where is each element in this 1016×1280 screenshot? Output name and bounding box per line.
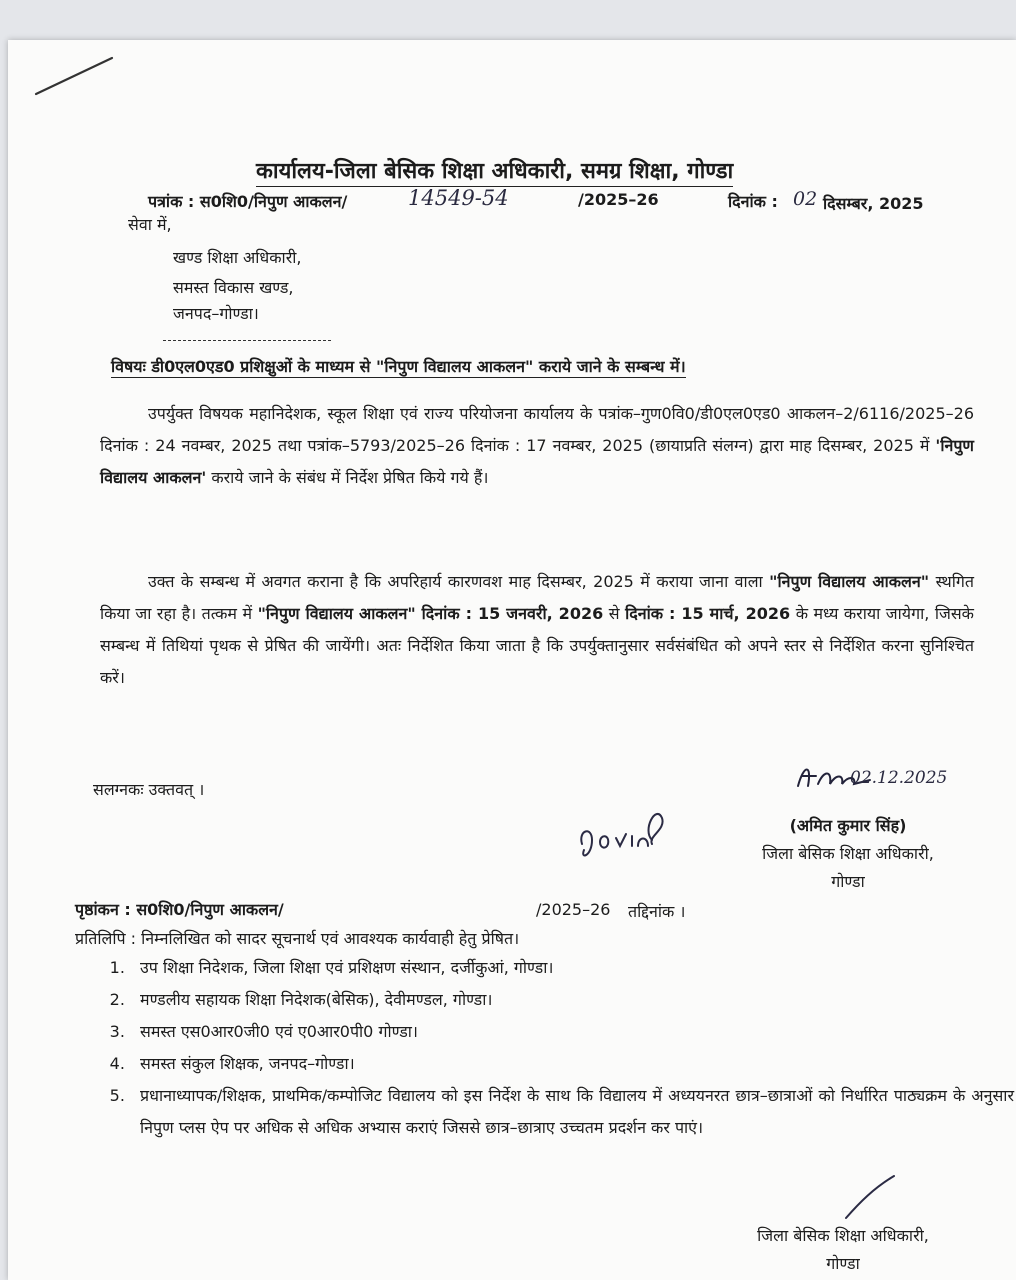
- ref-number-handwritten: 14549-54: [408, 186, 509, 210]
- ref-year: /2025–26: [578, 190, 659, 209]
- copy-list: [100, 952, 1014, 1144]
- para2-text-c: से: [608, 604, 620, 623]
- para1-text-b: कराये जाने के संबंध में निर्देश प्रेषित किये गये हैं।: [211, 468, 489, 487]
- signatory-place: गोण्डा: [831, 872, 865, 891]
- signature-block-1: [728, 812, 968, 896]
- initials-handwritten: [600, 826, 603, 827]
- para1-bold-a: 'निपुण विद्यालय आकलन': [100, 436, 975, 487]
- paragraph-2: [100, 566, 974, 694]
- office-title: कार्यालय-जिला बेसिक शिक्षा अधिकारी, समग्र शिक्षा, गोण्डा: [256, 155, 733, 187]
- date-label: दिनांक :: [728, 192, 778, 211]
- signature-date-handwritten: 02.12.2025: [850, 768, 948, 788]
- signatory-2-designation: जिला बेसिक शिक्षा अधिकारी,: [757, 1226, 929, 1245]
- para2-text-b: स्थगित किया जा रहा है। तत्कम में: [100, 572, 974, 623]
- para2-text-d: के मध्य कराया जायेगा, जिसके सम्बन्ध में तिथियां पृथक से प्रेषित की जायेंगी। अतः निर्देशित किया जाता है कि उपर्युक्तानुसार सर्वसंबंधित को अपने स्तर से निर्देशित करना सुनिश्चित करें।: [100, 604, 974, 687]
- date-handwritten: 02: [793, 188, 818, 210]
- initials-scribble-icon: [572, 800, 668, 868]
- copy-item-2: 2. मण्डलीय सहायक शिक्षा निदेशक(बेसिक), देवीमण्डल, गोण्डा।: [130, 984, 1014, 1016]
- copy-item-3: 3. समस्त एस0आर0जी0 एवं ए0आर0पी0 गोण्डा।: [130, 1016, 1014, 1048]
- salutation: सेवा में,: [128, 215, 172, 234]
- para1-text-a: उपर्युक्त विषयक महानिदेशक, स्कूल शिक्षा एवं राज्य परियोजना कार्यालय के पत्रांक–गुण0वि0/डी0एल0एड0 आकलन–2/6116/2025–26 दिनांक : 24 नवम्बर, 2025 तथा पत्रांक–5793/2025–26 दिनांक : 17 नवम्बर, 2025 (छायाप्रति संलग्न) द्वारा माह दिसम्बर, 2025 में: [100, 404, 974, 455]
- endorsement-year: /2025–26: [536, 900, 611, 919]
- endorsement-label: पृष्ठांकन : स0शि0/निपुण आकलन/: [75, 900, 284, 919]
- para2-bold-a: "निपुण विद्यालय आकलन": [769, 572, 930, 591]
- ref-number-label: पत्रांक : स0शि0/निपुण आकलन/: [148, 192, 348, 211]
- addressee-divider: [163, 340, 331, 341]
- addressee-line-3: जनपद–गोण्डा।: [173, 304, 259, 323]
- pen-mark-icon: [30, 52, 120, 100]
- addressee-line-1: खण्ड शिक्षा अधिकारी,: [173, 248, 302, 267]
- copy-item-5: 5. प्रधानाध्यापक/शिक्षक, प्राथमिक/कम्पोजिट विद्यालय को इस निर्देश के साथ कि विद्यालय में अध्ययनरत छात्र–छात्राओं को निर्धारित पाठ्यक्रम के अनुसार निपुण प्लस ऐप पर अधिक से अधिक अभ्यास कराएं जिससे छात्र–छात्राए उच्चतम प्रदर्शन कर पाएं।: [130, 1080, 1014, 1144]
- signature-block-2: [718, 1222, 968, 1278]
- paragraph-1: [100, 398, 974, 494]
- copy-intro: प्रतिलिपि : निम्नलिखित को सादर सूचनार्थ एवं आवश्यक कार्यवाही हेतु प्रेषित।: [75, 929, 520, 948]
- endorsement-same-date: तद्दिनांक ।: [628, 902, 686, 921]
- addressee-line-2: समस्त विकास खण्ड,: [173, 278, 294, 297]
- date-rest: दिसम्बर, 2025: [823, 194, 924, 213]
- signatory-name: (अमित कुमार सिंह): [789, 816, 907, 835]
- para2-bold-b: "निपुण विद्यालय आकलन" दिनांक : 15 जनवरी, 2026: [257, 604, 604, 623]
- para2-bold-c: दिनांक : 15 मार्च, 2026: [625, 604, 791, 623]
- copy-item-1: 1. उप शिक्षा निदेशक, जिला शिक्षा एवं प्रशिक्षण संस्थान, दर्जीकुआं, गोण्डा।: [130, 952, 1014, 984]
- signatory-2-place: गोण्डा: [826, 1254, 860, 1273]
- copy-item-4: 4. समस्त संकुल शिक्षक, जनपद–गोण्डा।: [130, 1048, 1014, 1080]
- enclosure-note: सलग्नकः उक्तवत् ।: [93, 780, 205, 799]
- subject-line: विषयः डी0एल0एड0 प्रशिक्षुओं के माध्यम से "निपुण विद्यालय आकलन" कराये जाने के सम्बन्ध में।: [111, 357, 686, 376]
- signature-stroke-icon: [840, 1172, 900, 1224]
- signatory-designation: जिला बेसिक शिक्षा अधिकारी,: [762, 844, 934, 863]
- para2-text-a: उक्त के सम्बन्ध में अवगत कराना है कि अपरिहार्य कारणवश माह दिसम्बर, 2025 में कराया जाना वाला: [148, 572, 763, 591]
